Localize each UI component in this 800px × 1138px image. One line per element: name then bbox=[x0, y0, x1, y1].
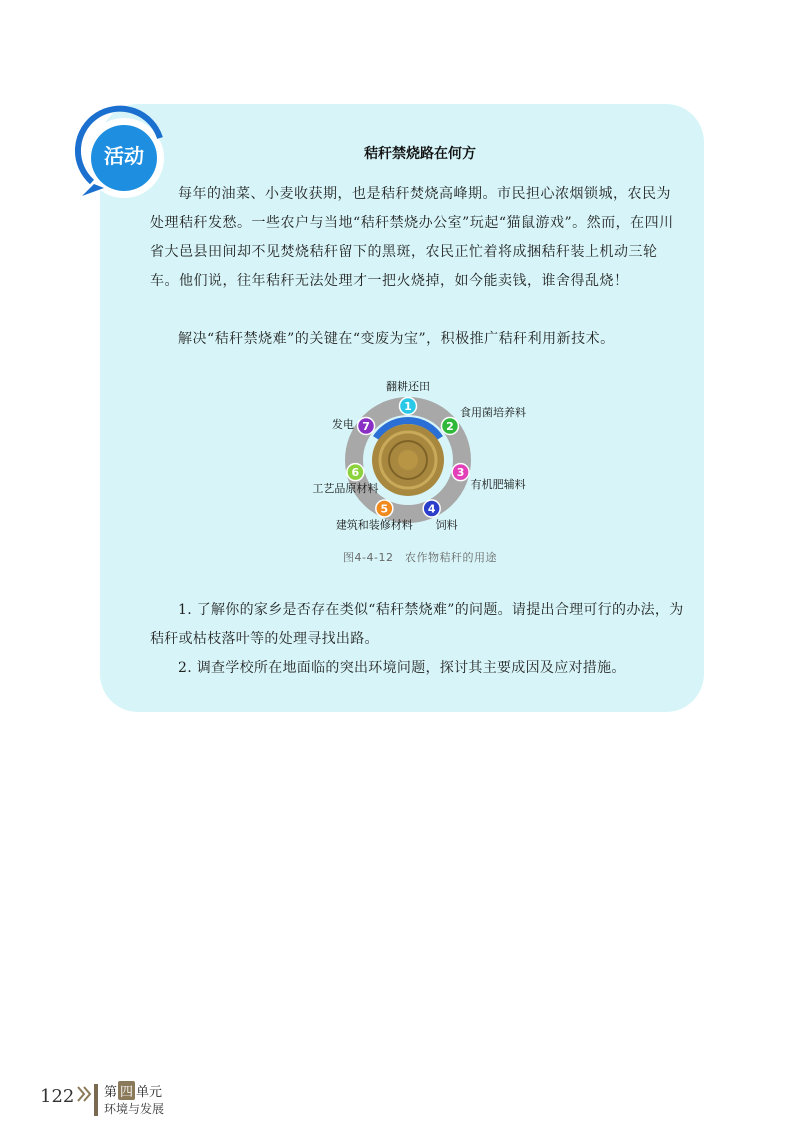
use-node-number: 7 bbox=[362, 420, 370, 434]
figure-caption: 图4-4-12 农作物秸秆的用途 bbox=[343, 551, 497, 564]
use-node-label: 建筑和装修材料 bbox=[335, 518, 413, 532]
use-node-number: 2 bbox=[446, 420, 454, 434]
use-node-number: 1 bbox=[404, 400, 412, 413]
use-node-label: 翻耕还田 bbox=[386, 380, 430, 393]
use-node-number: 4 bbox=[427, 502, 436, 516]
page-number: 122 bbox=[40, 1086, 75, 1107]
unit-label bbox=[104, 1081, 162, 1100]
use-node-label: 发电 bbox=[332, 418, 355, 432]
use-node-label: 食用菌培养料 bbox=[459, 406, 526, 420]
question-item: 2. 调查学校所在地面临的突出环境问题，探讨其主要成因及应对措施。 bbox=[178, 660, 626, 676]
unit-theme: 环境与发展 bbox=[104, 1102, 165, 1116]
unit-number: 四 bbox=[118, 1081, 135, 1100]
unit-suffix: 单元 bbox=[136, 1085, 163, 1100]
use-node-label: 有机肥辅料 bbox=[470, 478, 526, 492]
paragraph: 解决“秸秆禁烧难”的关键在“变废为宝”，积极推广秸秆利用新技术。 bbox=[178, 331, 615, 347]
straw-uses-diagram bbox=[290, 368, 540, 538]
activity-heading: 秸秆禁烧路在何方 bbox=[364, 146, 476, 162]
use-node-number: 3 bbox=[456, 466, 465, 480]
question-item: 1. 了解你的家乡是否存在类似“秸秆禁烧难”的问题。请提出合理可行的办法，为秸秆或枯枝落叶等的处理寻找出路。 bbox=[150, 602, 684, 647]
paragraph: 每年的油菜、小麦收获期，也是秸秆焚烧高峰期。市民担心浓烟锁城，农民为处理秸秆发愁。一些农户与当地“秸秆禁烧办公室”玩起“猫鼠游戏”。然而，在四川省大邑县田间却不见焚烧秸秆留下的黑斑，农民正忙着将成捆秸秆装上机动三轮车。他们说，往年秸秆无法处理才一把火烧掉，如今能卖钱，谁舍得乱烧！ bbox=[150, 186, 674, 289]
unit-prefix: 第 bbox=[104, 1085, 118, 1100]
double-chevron-icon bbox=[76, 1084, 92, 1104]
use-node-number: 5 bbox=[380, 502, 389, 516]
use-node-label: 饲料 bbox=[435, 518, 458, 532]
footer-divider bbox=[94, 1084, 98, 1116]
use-node-number: 6 bbox=[351, 466, 360, 480]
activity-badge-title: 活动 bbox=[104, 144, 144, 168]
use-node-label: 工艺品原材料 bbox=[312, 482, 379, 496]
